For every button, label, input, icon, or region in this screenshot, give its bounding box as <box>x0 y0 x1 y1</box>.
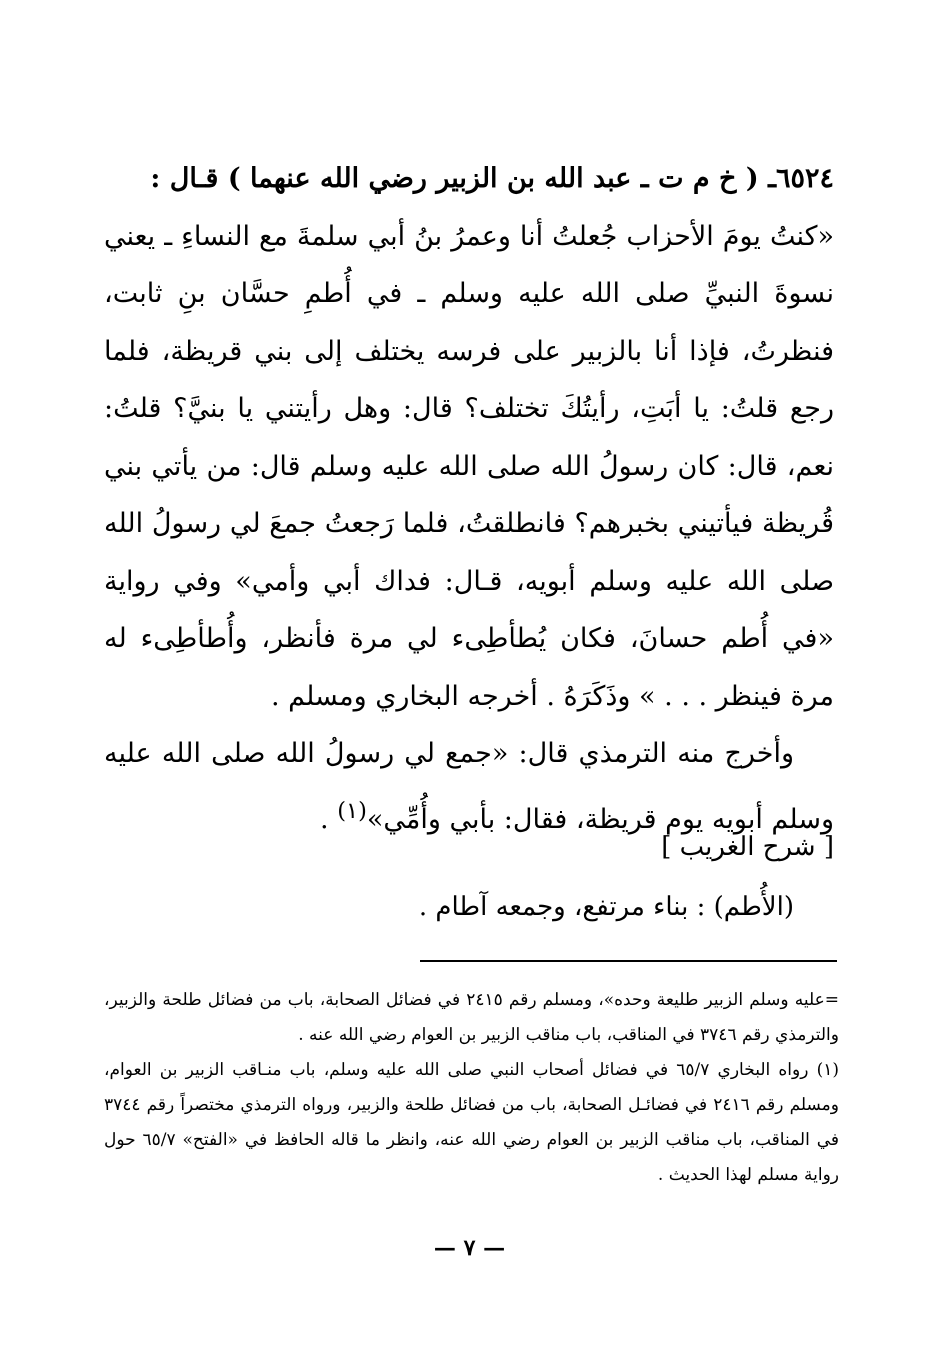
footnotes <box>104 983 839 1193</box>
hadith-source: ( خ م ت ـ عبد الله بن الزبير رضي الله عنهما ) قـال : <box>150 163 759 194</box>
hadith-body <box>104 150 834 848</box>
gharib-section-title: [ شرح الغريب ] <box>661 832 834 862</box>
footnote-continuation: =عليه وسلم الزبير طليعة وحده»، ومسلم رقم ٢٤١٥ في فضائل الصحابة، باب من فضائل طلحة والزبير، والترمذي رقم ٣٧٤٦ في المناقب، باب مناقب الزبير بن العوام رضي الله عنه . <box>104 990 839 1045</box>
tirmidhi-end: . <box>320 803 338 835</box>
hadith-number: ٦٥٢٤ـ <box>768 163 834 194</box>
hadith-text: «كنتُ يومَ الأحزاب جُعلتُ أنا وعمرُ بنُ أبي سلمةَ مع النساءِ ـ يعني نسوةَ النبيِّ صلى الله عليه وسلم ـ في أُطمِ حسَّان بنِ ثابت، فنظرتُ، فإذا أنا بالزبير على فرسه يختلف إلى بني قريظة، فلما رجع قلتُ: يا أبَتِ، رأيتُكَ تختلف؟ قال: وهل رأيتني يا بنيَّ؟ قلتُ: نعم، قال: كان رسولُ الله صلى الله عليه وسلم قال: من يأتي بني قُريظة فيأتيني بخبرهم؟ فانطلقتُ، فلما رَجعتُ جمعَ لي رسولُ الله صلى الله عليه وسلم أبويه، قـال: فداك أبي وأمي» وفي رواية «في أُطم حسانَ، فكان يُطأطِىء لي مرة فأنظر، وأُطأطِىء له مرة فينظر . . . » وذَكَرَهُ . أخرجه البخاري ومسلم . <box>104 220 834 712</box>
page-number: — ٧ — <box>433 1235 506 1261</box>
footnote-reference: (١) <box>337 797 367 824</box>
tirmidhi-text: وأخرج منه الترمذي قال: «جمع لي رسولُ الله صلى الله عليه وسلم أبويه يوم قريظة، فقال: بأبي وأُمِّي» <box>104 738 834 835</box>
footnote-separator <box>420 960 837 962</box>
footnote-1: (١) رواه البخاري ٦٥/٧ في فضائل أصحاب النبي صلى الله عليه وسلم، باب منـاقب الزبير بن العوام، ومسلم رقم ٢٤١٦ في فضائـل الصحابة، باب من فضائل طلحة والزبير، ورواه الترمذي مختصراً رقم ٣٧٤٤ في المناقب، باب مناقب الزبير بن العوام رضي الله عنه، وانظر ما قاله الحافظ في «الفتح» ٦٥/٧ حول رواية مسلم لهذا الحديث . <box>104 1060 840 1185</box>
gharib-entry: (الأُطم) : بناء مرتفع، وجمعه آطام . <box>418 892 794 922</box>
hadith-heading <box>104 150 834 208</box>
